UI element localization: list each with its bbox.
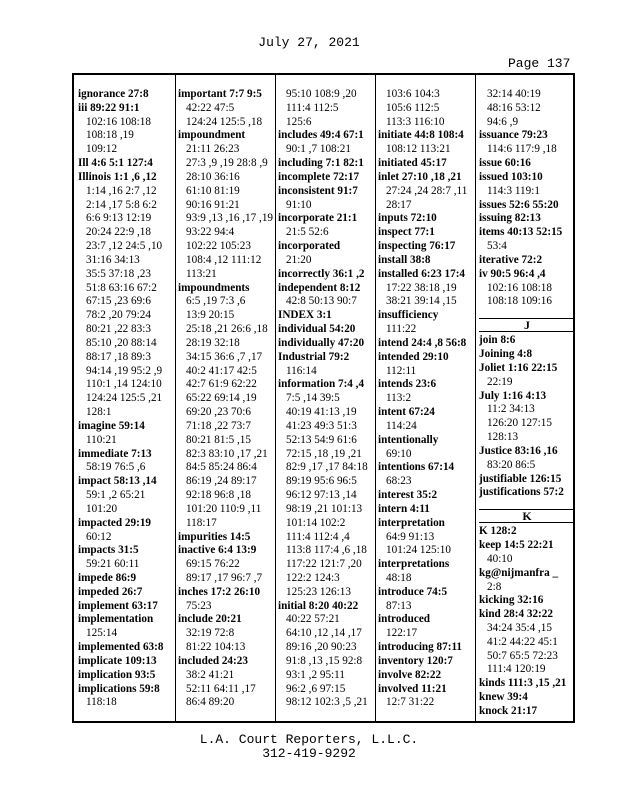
index-column-5 bbox=[479, 88, 575, 719]
index-entry: incorporated bbox=[278, 240, 341, 253]
index-citation: 118:18 bbox=[86, 696, 117, 709]
index-citation: 118:17 bbox=[186, 516, 217, 529]
index-citation: 110:1 ,14 124:10 bbox=[86, 378, 162, 391]
index-entry: issue 60:16 bbox=[479, 157, 531, 170]
index-citation: 34:24 35:4 ,15 bbox=[487, 621, 552, 634]
column-divider bbox=[175, 75, 176, 721]
index-entry: immediate 7:13 bbox=[78, 447, 152, 460]
index-citation: 108:18 109:16 bbox=[487, 295, 552, 308]
index-citation: 50:7 65:5 72:23 bbox=[487, 649, 558, 662]
index-entry: individually 47:20 bbox=[278, 336, 365, 349]
index-citation: 93:9 ,13 ,16 ,17 ,19 bbox=[186, 212, 274, 225]
index-citation: 113:2 bbox=[386, 392, 412, 405]
index-citation: 64:10 ,12 ,14 ,17 bbox=[286, 627, 362, 640]
index-entry: implement 63:17 bbox=[78, 599, 158, 612]
index-citation: 90:1 ,7 108:21 bbox=[286, 143, 351, 156]
index-entry: include 20:21 bbox=[178, 613, 242, 626]
index-citation: 21:5 52:6 bbox=[286, 226, 329, 239]
footer bbox=[0, 733, 618, 761]
index-entry: inlet 27:10 ,18 ,21 bbox=[378, 170, 462, 183]
index-citation: 59:21 60:11 bbox=[86, 558, 140, 571]
index-citation: 90:16 91:21 bbox=[186, 198, 240, 211]
index-citation: 21:11 26:23 bbox=[186, 143, 240, 156]
index-citation: 67:15 ,23 69:6 bbox=[86, 295, 151, 308]
index-citation: 38:2 41:21 bbox=[186, 668, 235, 681]
index-citation: 98:19 ,21 101:13 bbox=[286, 502, 363, 515]
index-citation: 42:22 47:5 bbox=[186, 101, 235, 114]
index-entry: keep 14:5 22:21 bbox=[479, 539, 554, 552]
index-citation: 52:13 54:9 61:6 bbox=[286, 433, 357, 446]
index-citation: 22:19 bbox=[487, 375, 513, 388]
index-citation: 114:24 bbox=[386, 419, 417, 432]
index-citation: 69:10 bbox=[386, 447, 412, 460]
index-entry: inactive 6:4 13:9 bbox=[178, 544, 257, 557]
index-citation: 111:4 112:4 ,4 bbox=[286, 530, 350, 543]
index-citation: 81:22 104:13 bbox=[186, 641, 246, 654]
index-entry: intentions 67:14 bbox=[378, 461, 455, 474]
index-entry: July 1:16 4:13 bbox=[479, 389, 547, 402]
index-citation: 96:2 ,6 97:15 bbox=[286, 682, 346, 695]
index-citation: 80:21 ,22 83:3 bbox=[86, 323, 151, 336]
index-citation: 42:8 50:13 90:7 bbox=[286, 295, 357, 308]
index-citation: 126:20 127:15 bbox=[487, 417, 552, 430]
index-citation: 89:16 ,20 90:23 bbox=[286, 641, 357, 654]
index-citation: 86:19 ,24 89:17 bbox=[186, 475, 257, 488]
index-citation: 41:2 44:22 45:1 bbox=[487, 635, 558, 648]
index-citation: 61:10 81:19 bbox=[186, 184, 240, 197]
index-entry: introducing 87:11 bbox=[378, 641, 463, 654]
index-column-2 bbox=[178, 88, 274, 710]
index-citation: 69:15 76:22 bbox=[186, 558, 240, 571]
letter-header: K bbox=[479, 509, 575, 523]
index-table bbox=[72, 73, 575, 723]
index-citation: 102:22 105:23 bbox=[186, 240, 251, 253]
index-citation: 60:12 bbox=[86, 530, 112, 543]
index-citation: 80:21 81:5 ,15 bbox=[186, 433, 251, 446]
index-citation: 102:16 108:18 bbox=[487, 281, 552, 294]
index-entry: inspect 77:1 bbox=[378, 226, 435, 239]
index-citation: 51:8 63:16 67:2 bbox=[86, 281, 157, 294]
index-citation: 59:1 ,2 65:21 bbox=[86, 489, 146, 502]
index-citation: 113:3 116:10 bbox=[386, 115, 445, 128]
index-citation: 105:6 112:5 bbox=[386, 101, 440, 114]
index-citation: 6:5 ,19 7:3 ,6 bbox=[186, 295, 246, 308]
reporter-phone: 312-419-9292 bbox=[262, 746, 356, 761]
index-entry: initiate 44:8 108:4 bbox=[378, 129, 464, 142]
index-entry: kind 28:4 32:22 bbox=[479, 608, 553, 621]
index-entry: including 7:1 82:1 bbox=[278, 157, 364, 170]
index-citation: 40:10 bbox=[487, 552, 513, 565]
index-citation: 83:20 86:5 bbox=[487, 458, 536, 471]
index-entry: impact 58:13 ,14 bbox=[78, 475, 157, 488]
index-entry: impede 86:9 bbox=[78, 571, 137, 584]
index-entry: knew 39:4 bbox=[479, 691, 528, 704]
index-entry: kg@nijmanfra _ bbox=[479, 566, 559, 579]
index-entry: inspecting 76:17 bbox=[378, 240, 456, 253]
index-citation: 102:16 108:18 bbox=[86, 115, 151, 128]
index-citation: 122:17 bbox=[386, 627, 418, 640]
index-entry: interpretations bbox=[378, 558, 450, 571]
index-entry: Ill 4:6 5:1 127:4 bbox=[78, 157, 153, 170]
index-citation: 114:3 119:1 bbox=[487, 184, 540, 197]
index-citation: 86:4 89:20 bbox=[186, 696, 235, 709]
index-entry: intent 67:24 bbox=[378, 406, 435, 419]
index-citation: 85:10 ,20 88:14 bbox=[86, 336, 157, 349]
index-citation: 42:7 61:9 62:22 bbox=[186, 378, 257, 391]
index-citation: 82:9 ,17 ,17 84:18 bbox=[286, 461, 368, 474]
index-entry: incorporate 21:1 bbox=[278, 212, 358, 225]
index-entry: iterative 72:2 bbox=[479, 253, 543, 266]
index-entry: impoundments bbox=[178, 281, 250, 294]
index-citation: 20:24 22:9 ,18 bbox=[86, 226, 151, 239]
index-citation: 12:7 31:22 bbox=[386, 696, 435, 709]
letter-header: J bbox=[479, 318, 575, 332]
index-entry: impacted 29:19 bbox=[78, 516, 152, 529]
index-entry: incomplete 72:17 bbox=[278, 170, 360, 183]
index-citation: 92:18 96:8 ,18 bbox=[186, 489, 251, 502]
index-entry: knock 21:17 bbox=[479, 704, 538, 717]
index-citation: 40:22 57:21 bbox=[286, 613, 340, 626]
index-entry: involve 82:22 bbox=[378, 668, 442, 681]
index-entry: includes 49:4 67:1 bbox=[278, 129, 364, 142]
index-entry: issuance 79:23 bbox=[479, 129, 548, 142]
index-entry: kicking 32:16 bbox=[479, 594, 544, 607]
index-entry: individual 54:20 bbox=[278, 323, 356, 336]
index-entry: inches 17:2 26:10 bbox=[178, 585, 261, 598]
index-citation: 58:19 76:5 ,6 bbox=[86, 461, 146, 474]
index-citation: 48:16 53:12 bbox=[487, 101, 541, 114]
index-citation: 1:14 ,16 2:7 ,12 bbox=[86, 184, 157, 197]
index-entry: imagine 59:14 bbox=[78, 419, 145, 432]
index-citation: 128:13 bbox=[487, 431, 519, 444]
index-entry: installed 6:23 17:4 bbox=[378, 267, 466, 280]
index-entry: ignorance 27:8 bbox=[78, 88, 149, 100]
index-citation: 68:23 bbox=[386, 475, 412, 488]
index-column-3 bbox=[278, 88, 374, 710]
index-entry: independent 8:12 bbox=[278, 281, 361, 294]
index-entry: inventory 120:7 bbox=[378, 654, 453, 667]
index-entry: intended 29:10 bbox=[378, 350, 449, 363]
index-citation: 108:4 ,12 111:12 bbox=[186, 253, 262, 266]
index-entry: issued 103:10 bbox=[479, 170, 543, 183]
index-citation: 101:20 110:9 ,11 bbox=[186, 502, 262, 515]
index-entry: incorrectly 36:1 ,2 bbox=[278, 267, 365, 280]
index-entry: Joliet 1:16 22:15 bbox=[479, 361, 558, 374]
index-entry: impoundment bbox=[178, 129, 246, 142]
column-divider bbox=[375, 75, 376, 721]
index-citation: 113:8 117:4 ,6 ,18 bbox=[286, 544, 367, 557]
page-number: Page 137 bbox=[508, 56, 571, 71]
index-citation: 72:15 ,18 ,19 ,21 bbox=[286, 447, 362, 460]
index-citation: 117:22 121:7 ,20 bbox=[286, 558, 362, 571]
index-citation: 110:21 bbox=[86, 433, 117, 446]
index-citation: 116:14 bbox=[286, 364, 317, 377]
index-citation: 2:14 ,17 5:8 6:2 bbox=[86, 198, 157, 211]
index-citation: 124:24 125:5 ,21 bbox=[86, 392, 163, 405]
index-citation: 65:22 69:14 ,19 bbox=[186, 392, 257, 405]
index-citation: 101:14 102:2 bbox=[286, 516, 346, 529]
index-citation: 40:19 41:13 ,19 bbox=[286, 406, 357, 419]
index-entry: install 38:8 bbox=[378, 253, 431, 266]
index-citation: 82:3 83:10 ,17 ,21 bbox=[186, 447, 268, 460]
index-entry: insufficiency bbox=[378, 309, 439, 322]
index-entry: INDEX 3:1 bbox=[278, 309, 332, 322]
index-citation: 87:13 bbox=[386, 599, 412, 612]
index-citation: 78:2 ,20 79:24 bbox=[86, 309, 151, 322]
index-citation: 91:10 bbox=[286, 198, 312, 211]
index-citation: 84:5 85:24 86:4 bbox=[186, 461, 257, 474]
index-citation: 128:1 bbox=[86, 406, 112, 419]
index-entry: iii 89:22 91:1 bbox=[78, 101, 140, 114]
column-divider bbox=[475, 75, 476, 721]
index-entry: inputs 72:10 bbox=[378, 212, 437, 225]
reporter-name: L.A. Court Reporters, L.L.C. bbox=[199, 732, 419, 747]
index-citation: 40:2 41:17 42:5 bbox=[186, 364, 257, 377]
index-citation: 69:20 ,23 70:6 bbox=[186, 406, 251, 419]
index-citation: 28:10 36:16 bbox=[186, 170, 240, 183]
index-citation: 96:12 97:13 ,14 bbox=[286, 489, 357, 502]
index-citation: 41:23 49:3 51:3 bbox=[286, 419, 357, 432]
index-citation: 88:17 ,18 89:3 bbox=[86, 350, 151, 363]
index-citation: 21:20 bbox=[286, 253, 312, 266]
index-citation: 48:18 bbox=[386, 571, 412, 584]
index-entry: implication 93:5 bbox=[78, 668, 156, 681]
index-citation: 108:12 113:21 bbox=[386, 143, 451, 156]
index-entry: intern 4:11 bbox=[378, 502, 430, 515]
index-entry: intend 24:4 ,8 56:8 bbox=[378, 336, 467, 349]
index-entry: implementation bbox=[78, 613, 154, 626]
index-entry: justifications 57:2 bbox=[479, 486, 564, 499]
index-citation: 7:5 ,14 39:5 bbox=[286, 392, 340, 405]
index-entry: Joining 4:8 bbox=[479, 348, 533, 361]
index-citation: 6:6 9:13 12:19 bbox=[86, 212, 152, 225]
index-citation: 111:4 112:5 bbox=[286, 101, 339, 114]
index-citation: 114:6 117:9 ,18 bbox=[487, 143, 557, 156]
index-entry: kinds 111:3 ,15 ,21 bbox=[479, 677, 567, 690]
index-citation: 28:19 32:18 bbox=[186, 336, 240, 349]
index-citation: 122:2 124:3 bbox=[286, 571, 340, 584]
index-citation: 98:12 102:3 ,5 ,21 bbox=[286, 696, 368, 709]
index-citation: 64:9 91:13 bbox=[386, 530, 435, 543]
index-entry: join 8:6 bbox=[479, 334, 516, 347]
spacer bbox=[479, 500, 575, 506]
index-citation: 27:24 ,24 28:7 ,11 bbox=[386, 184, 468, 197]
index-entry: intentionally bbox=[378, 433, 439, 446]
index-citation: 101:24 125:10 bbox=[386, 544, 451, 557]
index-citation: 31:16 34:13 bbox=[86, 253, 140, 266]
index-citation: 71:18 ,22 73:7 bbox=[186, 419, 251, 432]
index-entry: implemented 63:8 bbox=[78, 641, 164, 654]
index-entry: initiated 45:17 bbox=[378, 157, 447, 170]
index-entry: introduce 74:5 bbox=[378, 585, 448, 598]
index-citation: 25:18 ,21 26:6 ,18 bbox=[186, 323, 268, 336]
index-citation: 125:6 bbox=[286, 115, 312, 128]
index-column-4 bbox=[378, 88, 474, 710]
index-entry: justifiable 126:15 bbox=[479, 472, 562, 485]
spacer bbox=[479, 309, 575, 315]
index-citation: 34:15 36:6 ,7 ,17 bbox=[186, 350, 263, 363]
index-citation: 75:23 bbox=[186, 599, 212, 612]
index-citation: 93:1 ,2 95:11 bbox=[286, 668, 345, 681]
index-citation: 52:11 64:11 ,17 bbox=[186, 682, 256, 695]
index-entry: introduced bbox=[378, 613, 431, 626]
index-citation: 23:7 ,12 24:5 ,10 bbox=[86, 240, 163, 253]
index-citation: 93:22 94:4 bbox=[186, 226, 235, 239]
index-citation: 109:12 bbox=[86, 143, 118, 156]
index-citation: 89:19 95:6 96:5 bbox=[286, 475, 357, 488]
index-entry: iv 90:5 96:4 ,4 bbox=[479, 267, 546, 280]
index-entry: issuing 82:13 bbox=[479, 212, 541, 225]
index-entry: information 7:4 ,4 bbox=[278, 378, 365, 391]
index-citation: 11:2 34:13 bbox=[487, 403, 535, 416]
index-citation: 17:22 38:18 ,19 bbox=[386, 281, 457, 294]
index-citation: 94:14 ,19 95:2 ,9 bbox=[86, 364, 163, 377]
index-entry: included 24:23 bbox=[178, 654, 248, 667]
index-entry: items 40:13 52:15 bbox=[479, 226, 563, 239]
index-citation: 112:11 bbox=[386, 364, 417, 377]
index-citation: 32:19 72:8 bbox=[186, 627, 235, 640]
index-citation: 38:21 39:14 ,15 bbox=[386, 295, 457, 308]
index-entry: initial 8:20 40:22 bbox=[278, 599, 359, 612]
index-entry: interpretation bbox=[378, 516, 445, 529]
index-entry: Illinois 1:1 ,6 ,12 bbox=[78, 170, 157, 183]
index-column-1 bbox=[78, 88, 174, 710]
index-citation: 13:9 20:15 bbox=[186, 309, 235, 322]
index-citation: 111:4 120:19 bbox=[487, 663, 546, 676]
index-citation: 125:14 bbox=[86, 627, 118, 640]
index-entry: Industrial 79:2 bbox=[278, 350, 350, 363]
index-entry: interest 35:2 bbox=[378, 489, 438, 502]
index-entry: involved 11:21 bbox=[378, 682, 447, 695]
index-entry: inconsistent 91:7 bbox=[278, 184, 358, 197]
index-citation: 53:4 bbox=[487, 240, 507, 253]
index-citation: 124:24 125:5 ,18 bbox=[186, 115, 263, 128]
index-citation: 103:6 104:3 bbox=[386, 88, 440, 100]
index-citation: 108:18 ,19 bbox=[86, 129, 134, 142]
index-citation: 35:5 37:18 ,23 bbox=[86, 267, 151, 280]
index-citation: 89:17 ,17 96:7 ,7 bbox=[186, 571, 263, 584]
index-citation: 2:8 bbox=[487, 580, 502, 593]
index-entry: intends 23:6 bbox=[378, 378, 437, 391]
index-entry: implications 59:8 bbox=[78, 682, 160, 695]
index-entry: impurities 14:5 bbox=[178, 530, 251, 543]
index-citation: 95:10 108:9 ,20 bbox=[286, 88, 357, 100]
index-citation: 32:14 40:19 bbox=[487, 88, 541, 100]
index-citation: 111:22 bbox=[386, 323, 417, 336]
index-entry: impacts 31:5 bbox=[78, 544, 139, 557]
index-citation: 113:21 bbox=[186, 267, 217, 280]
index-citation: 94:6 ,9 bbox=[487, 115, 519, 128]
transcript-date: July 27, 2021 bbox=[258, 35, 360, 50]
index-entry: issues 52:6 55:20 bbox=[479, 198, 559, 211]
index-entry: impeded 26:7 bbox=[78, 585, 143, 598]
index-entry: implicate 109:13 bbox=[78, 654, 157, 667]
index-citation: 125:23 126:13 bbox=[286, 585, 351, 598]
index-entry: K 128:2 bbox=[479, 525, 517, 538]
index-citation: 28:17 bbox=[386, 198, 412, 211]
column-divider bbox=[275, 75, 276, 721]
index-entry: Justice 83:16 ,16 bbox=[479, 444, 558, 457]
index-entry: important 7:7 9:5 bbox=[178, 88, 262, 100]
index-citation: 91:8 ,13 ,15 92:8 bbox=[286, 654, 363, 667]
index-citation: 101:20 bbox=[86, 502, 118, 515]
index-citation: 27:3 ,9 ,19 28:8 ,9 bbox=[186, 157, 268, 170]
